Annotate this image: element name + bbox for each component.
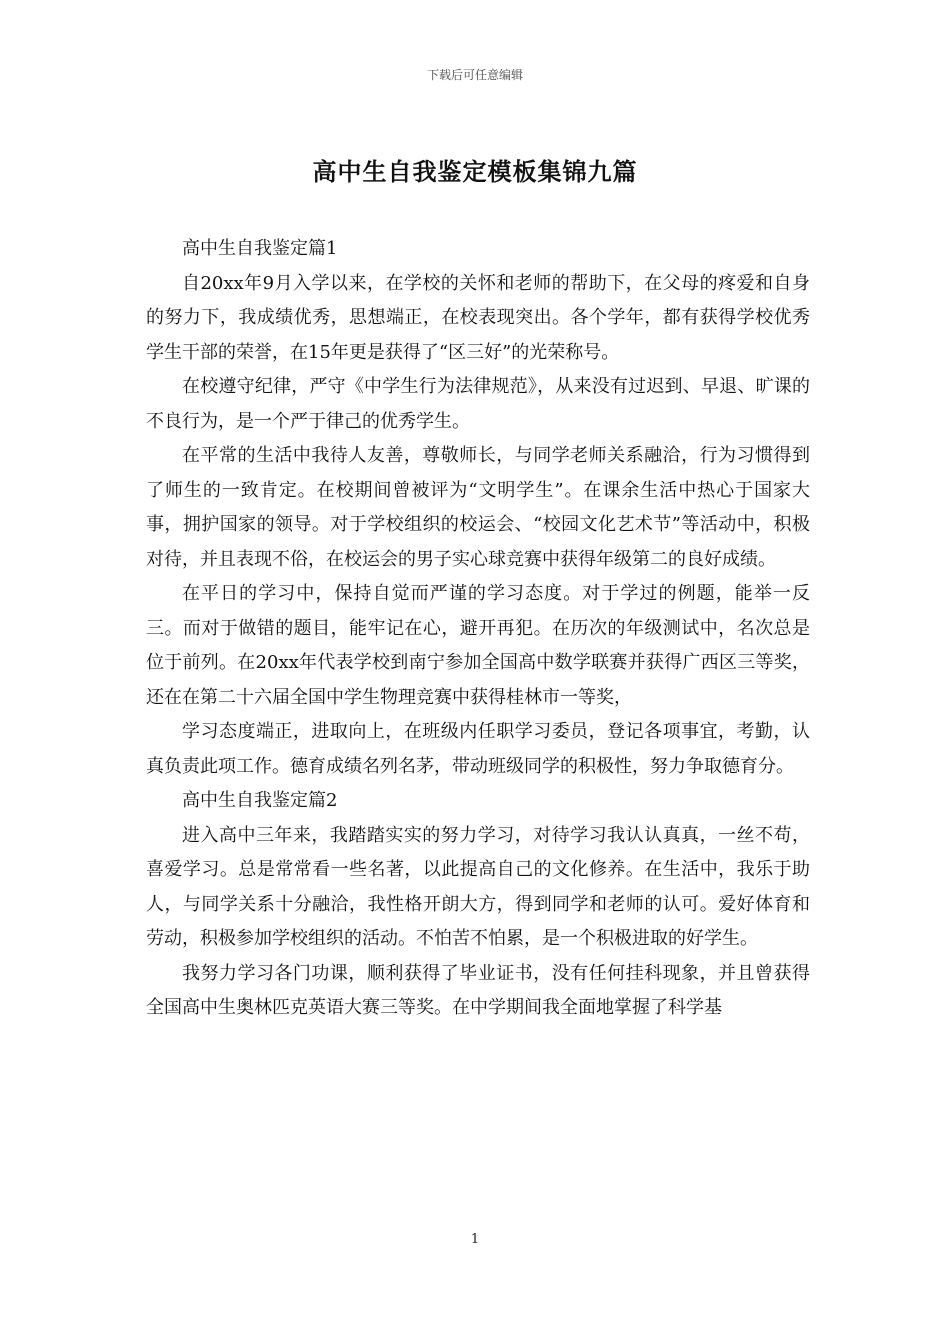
document-title: 高中生自我鉴定模板集锦九篇 bbox=[312, 157, 638, 186]
paragraph: 在平日的学习中，保持自觉而严谨的学习态度。对于学过的例题，能举一反三。而对于做错的题目，能牢记在心，避开再犯。在历次的年级测试中，名次总是位于前列。在20xx年代表学校到南宁参加全国高中数学联赛并获得广西区三等奖，还在在第二十六届全国中学生物理竞赛中获得桂林市一等奖， bbox=[146, 583, 810, 708]
paragraph: 在平常的生活中我待人友善，尊敬师长，与同学老师关系融洽，行为习惯得到了师生的一致肯定。在校期间曾被评为“文明学生”。在课余生活中热心于国家大事，拥护国家的领导。对于学校组织的校运会、“校园文化艺术节”等活动中，积极对待，并且表现不俗，在校运会的男子实心球竞赛中获得年级第二的良好成绩。 bbox=[146, 445, 810, 570]
header-note: 下载后可任意编辑 bbox=[426, 68, 523, 82]
paragraph: 自20xx年9月入学以来，在学校的关怀和老师的帮助下，在父母的疼爱和自身的努力下，我成绩优秀，思想端正，在校表现突出。各个学年，都有获得学校优秀学生干部的荣誉，在15年更是获得了“区三好”的光荣称号。 bbox=[146, 272, 810, 363]
paragraph: 在校遵守纪律，严守《中学生行为法律规范》，从来没有过迟到、早退、旷课的不良行为，是一个严于律己的优秀学生。 bbox=[146, 376, 810, 432]
paragraph: 我努力学习各门功课，顺利获得了毕业证书，没有任何挂科现象，并且曾获得全国高中生奥林匹克英语大赛三等奖。在中学期间我全面地掌握了科学基 bbox=[146, 962, 810, 1018]
paragraph: 进入高中三年来，我踏踏实实的努力学习，对待学习我认认真真，一丝不苟，喜爱学习。总是常常看一些名著，以此提高自己的文化修养。在生活中，我乐于助人，与同学关系十分融洽，我性格开朗大方，得到同学和老师的认可。爱好体育和劳动，积极参加学校组织的活动。不怕苦不怕累，是一个积极进取的好学生。 bbox=[146, 824, 810, 949]
paragraph: 学习态度端正，进取向上，在班级内任职学习委员，登记各项事宜，考勤，认真负责此项工作。德育成绩名列名茅，带动班级同学的积极性，努力争取德育分。 bbox=[146, 721, 810, 777]
section-heading: 高中生自我鉴定篇2 bbox=[182, 790, 338, 811]
document-body bbox=[146, 232, 810, 1026]
page-number: 1 bbox=[470, 1232, 480, 1247]
section-heading: 高中生自我鉴定篇1 bbox=[182, 238, 338, 259]
